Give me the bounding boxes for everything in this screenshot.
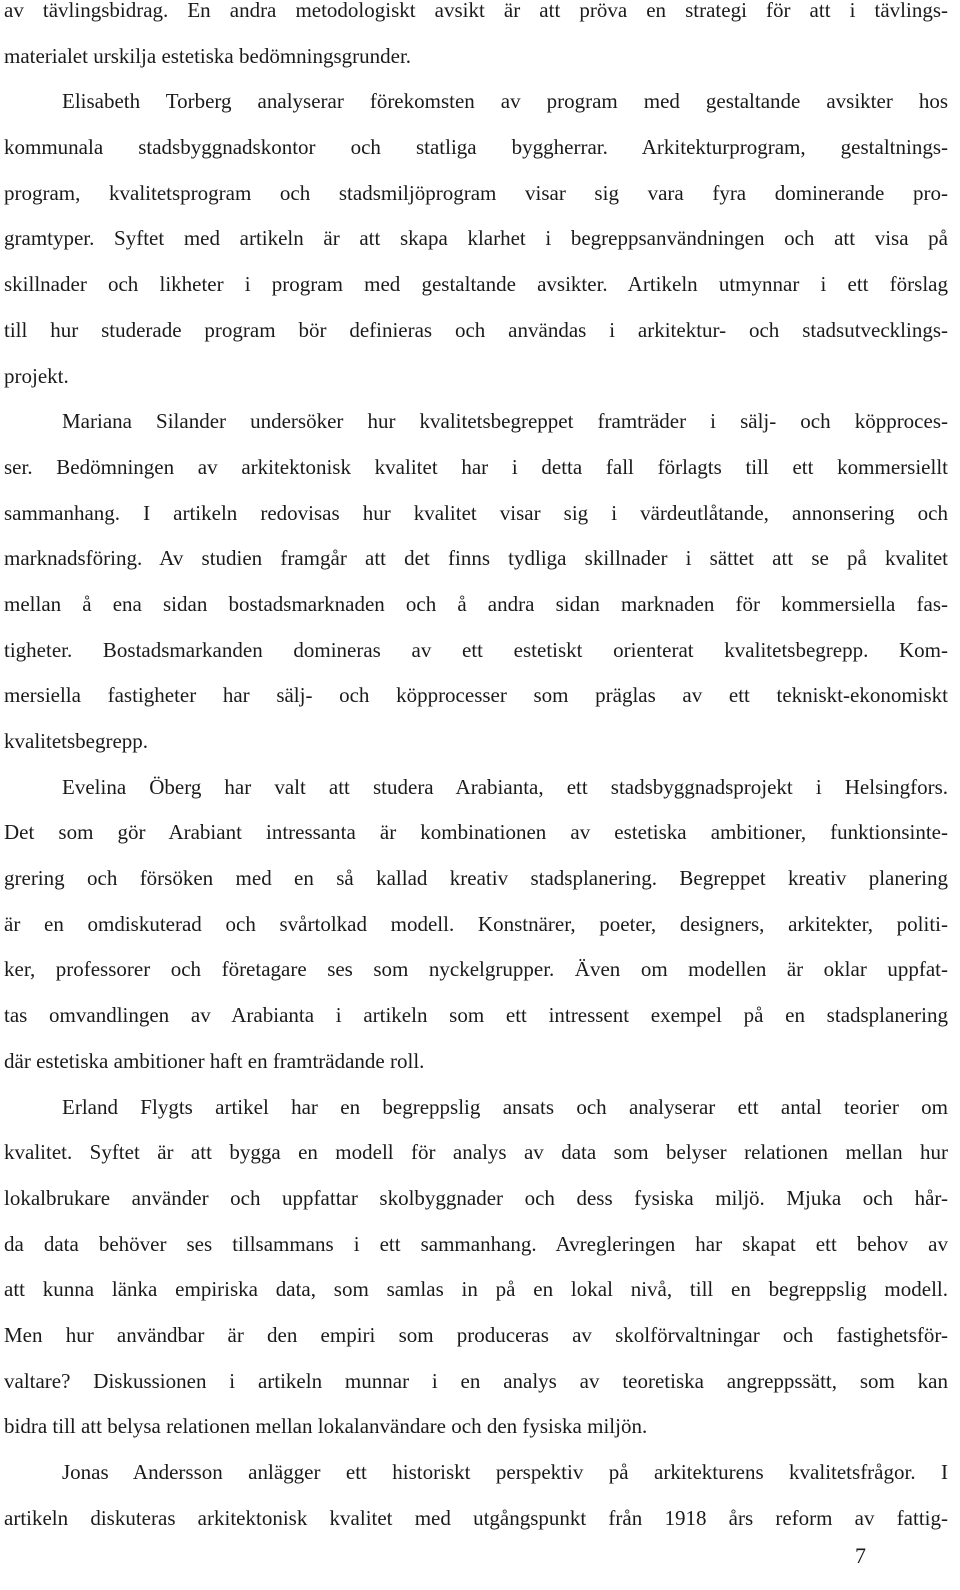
text-line: gramtyper. Syftet med artikeln är att skapa klarhet i begreppsanvändningen och att visa på <box>4 226 948 251</box>
text-line: program, kvalitetsprogram och stadsmiljöprogram visar sig vara fyra dominerande pro- <box>4 180 948 205</box>
text-line: kvalitetsbegrepp. <box>4 729 149 753</box>
text-line: tigheter. Bostadsmarkanden domineras av ett estetiskt orienterat kvalitetsbegrepp. Kom- <box>4 637 948 662</box>
text-line: kvalitet. Syftet är att bygga en modell för analys av data som belyser relationen mellan hur <box>4 1140 948 1165</box>
text-line: projekt. <box>4 363 69 388</box>
text-line: artikeln diskuteras arkitektonisk kvalitet med utgångspunkt från 1918 års reform av fattig- <box>4 1505 948 1530</box>
text-line: ser. Bedömningen av arkitektonisk kvalitet har i detta fall förlagts till ett kommersiellt <box>4 454 948 479</box>
text-line: marknadsföring. Av studien framgår att det finns tydliga skillnader i sättet att se på kvalitet <box>4 546 948 571</box>
page-number: 7 <box>855 1543 866 1568</box>
text-line: mersiella fastigheter har sälj- och köpprocesser som präglas av ett tekniskt-ekonomiskt <box>4 683 948 708</box>
text-line: da data behöver ses tillsammans i ett sammanhang. Avregleringen har skapat ett behov av <box>4 1231 948 1256</box>
text-line: där estetiska ambitioner haft en framträdande roll. <box>4 1048 425 1073</box>
paragraph-first-line: Jonas Andersson anlägger ett historiskt perspektiv på arkitekturens kvalitetsfrågor. I <box>62 1460 948 1484</box>
paragraph-first-line: Mariana Silander undersöker hur kvalitetsbegreppet framträder i sälj- och köpproces- <box>62 409 948 434</box>
text-line: till hur studerade program bör definieras och användas i arkitektur- och stadsutvecklings- <box>4 317 948 342</box>
text-line: ker, professorer och företagare ses som nyckelgrupper. Även om modellen är oklar uppfat- <box>4 957 948 982</box>
text-line: grering och försöken med en så kallad kreativ stadsplanering. Begreppet kreativ planering <box>4 866 948 891</box>
text-line: bidra till att belysa relationen mellan lokalanvändare och den fysiska miljön. <box>4 1414 648 1439</box>
text-line: valtare? Diskussionen i artikeln munnar i en analys av teoretiska angreppssätt, som kan <box>4 1368 948 1393</box>
paragraph-first-line: Elisabeth Torberg analyserar förekomsten av program med gestaltande avsikter hos <box>62 89 948 114</box>
text-line: är en omdiskuterad och svårtolkad modell. Konstnärer, poeter, designers, arkitekter, politi- <box>4 911 948 936</box>
text-line: sammanhang. I artikeln redovisas hur kvalitet visar sig i värdeutlåtande, annonsering och <box>4 500 948 525</box>
text-line: Men hur användbar är den empiri som produceras av skolförvaltningar och fastighetsför- <box>4 1322 948 1347</box>
body-text <box>4 0 948 1541</box>
text-line: tas omvandlingen av Arabianta i artikeln som ett intressent exempel på en stadsplanering <box>4 1003 948 1028</box>
paragraph-first-line: Evelina Öberg har valt att studera Arabianta, ett stadsbyggnadsprojekt i Helsingfors. <box>62 774 948 799</box>
text-line: lokalbrukare använder och uppfattar skolbyggnader och dess fysiska miljö. Mjuka och hår- <box>4 1185 948 1210</box>
text-line: skillnader och likheter i program med gestaltande avsikter. Artikeln utmynnar i ett förslag <box>4 272 948 297</box>
text-line: kommunala stadsbyggnadskontor och statliga byggherrar. Arkitekturprogram, gestaltnings- <box>4 135 948 160</box>
text-line: av tävlingsbidrag. En andra metodologiskt avsikt är att pröva en strategi för att i tävlings- <box>4 0 948 22</box>
text-line: Det som gör Arabiant intressanta är kombinationen av estetiska ambitioner, funktionsinte- <box>4 820 948 845</box>
text-line: mellan å ena sidan bostadsmarknaden och å andra sidan marknaden för kommersiella fas- <box>4 591 948 616</box>
paragraph-first-line: Erland Flygts artikel har en begreppslig ansats och analyserar ett antal teorier om <box>62 1094 948 1119</box>
text-line: att kunna länka empiriska data, som samlas in på en lokal nivå, till en begreppslig modell. <box>4 1277 948 1302</box>
text-line: materialet urskilja estetiska bedömningsgrunder. <box>4 43 412 68</box>
